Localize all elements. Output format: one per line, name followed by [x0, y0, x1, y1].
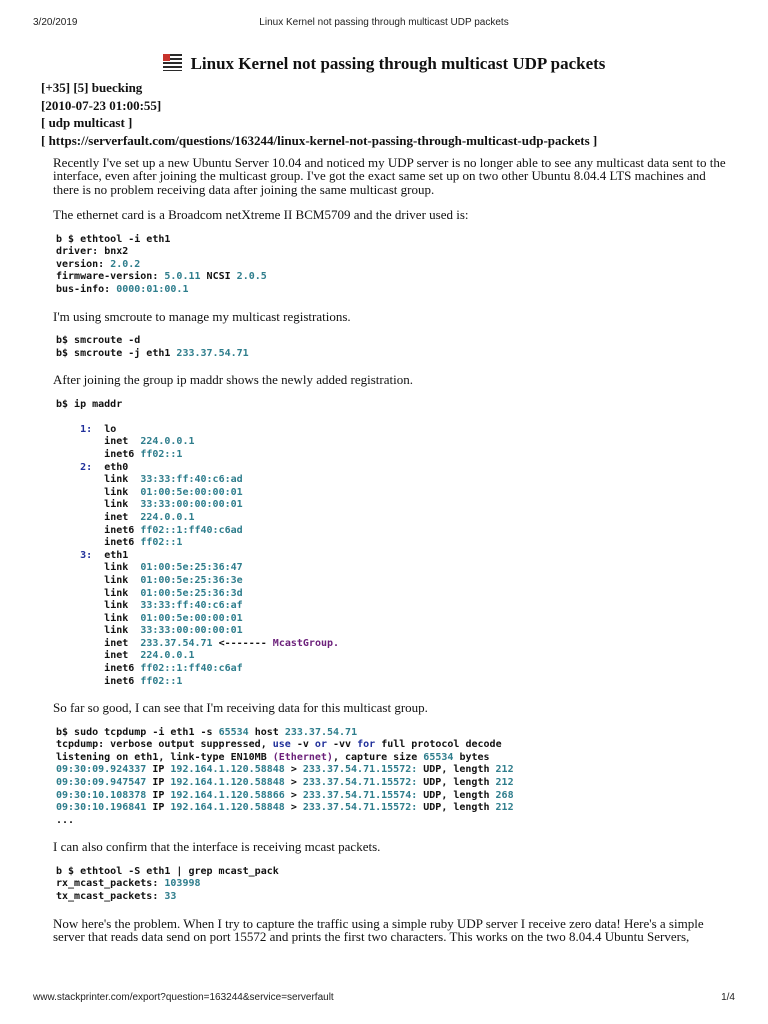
- paragraph: After joining the group ip maddr shows the newly added registration.: [53, 372, 413, 388]
- question-title: Linux Kernel not passing through multicast UDP packets: [190, 54, 606, 73]
- print-title: Linux Kernel not passing through multicast UDP packets: [259, 17, 509, 28]
- tags-line: [ udp multicast ]: [41, 115, 133, 130]
- code-block-maddr: b$ ip maddr 1: lo inet 224.0.0.1 inet6 ff02::1 2: eth0 link 33:33:ff:40:c6:ad link 01:00:5e:00:00:01 link 33:33:00:00:00:01 inet 224.0.0.1 inet6 ff02::1:ff40:c6ad inet6 ff02::1 3: eth1 link 01:00:5e:25:36:47 link 01:00:5e:25:36:3e link 01:00:5e:25:36:3d link 33:33:ff:40:c6:af link 01:00:5e:00:00:01 link 33:33:00:00:00:01 inet 233.37.54.71 <------- McastGroup. inet 224.0.0.1 inet6 ff02::1:ff40:c6af inet6 ff02::1: [56, 398, 340, 687]
- paragraph: Recently I've set up a new Ubuntu Server 10.04 and noticed my UDP server is no longer able to see any multicast data sent to the interface, even after joining the multicast group. I've got the exact same set up on two other Ubuntu 8.04.4 LTS machines and there is no problem receiving data after joining the same multicast group.: [53, 155, 726, 197]
- paragraph: I can also confirm that the interface is receiving mcast packets.: [53, 839, 381, 855]
- page-number: 1/4: [721, 992, 735, 1003]
- paragraph: I'm using smcroute to manage my multicast registrations.: [53, 308, 351, 324]
- paragraph: The ethernet card is a Broadcom netXtreme II BCM5709 and the driver used is:: [53, 207, 469, 223]
- code-block-ethtool: b $ ethtool -i eth1 driver: bnx2 version: 2.0.2 firmware-version: 5.0.11 NCSI 2.0.5 bus-info: 0000:01:00.1: [56, 233, 267, 295]
- score-line: [+35] [5] buecking: [41, 80, 143, 95]
- source-link[interactable]: [ https://serverfault.com/questions/163244/linux-kernel-not-passing-through-multicast-udp-packets ]: [41, 132, 598, 148]
- print-footer: [33, 992, 735, 1006]
- question-body: [53, 156, 733, 955]
- print-url: www.stackprinter.com/export?question=163244&service=serverfault: [33, 992, 334, 1003]
- print-date: 3/20/2019: [33, 17, 78, 28]
- paragraph: So far so good, I can see that I'm receiving data for this multicast group.: [53, 700, 428, 716]
- code-block-mcast: b $ ethtool -S eth1 | grep mcast_pack rx_mcast_packets: 103998 tx_mcast_packets: 33: [56, 865, 279, 902]
- date-line: [2010-07-23 01:00:55]: [41, 97, 162, 113]
- print-header: [33, 17, 735, 31]
- paragraph: Now here's the problem. When I try to capture the traffic using a simple ruby UDP server I receive zero data! Here's a simple server that reads data send on port 15572 and prints the first two characters. This works on the two 8.04.4 Ubuntu Servers,: [53, 915, 704, 944]
- question-meta: [41, 79, 597, 149]
- code-block-smcroute: b$ smcroute -d b$ smcroute -j eth1 233.37.54.71: [56, 335, 249, 359]
- question-title-row: [0, 54, 768, 74]
- stackprinter-logo-icon: [163, 54, 182, 71]
- code-block-tcpdump: b$ sudo tcpdump -i eth1 -s 65534 host 233.37.54.71 tcpdump: verbose output suppressed, use -v or -vv for full protocol decode listening on eth1, link-type EN10MB (Ethernet), capture size 65534 bytes 09:30:09.924337 IP 192.164.1.120.58848 > 233.37.54.71.15572: UDP, length 212 09:30:09.947547 IP 192.164.1.120.58848 > 233.37.54.71.15572: UDP, length 212 09:30:10.108378 IP 192.164.1.120.58866 > 233.37.54.71.15574: UDP, length 268 09:30:10.196841 IP 192.164.1.120.58848 > 233.37.54.71.15572: UDP, length 212 ...: [56, 726, 514, 826]
